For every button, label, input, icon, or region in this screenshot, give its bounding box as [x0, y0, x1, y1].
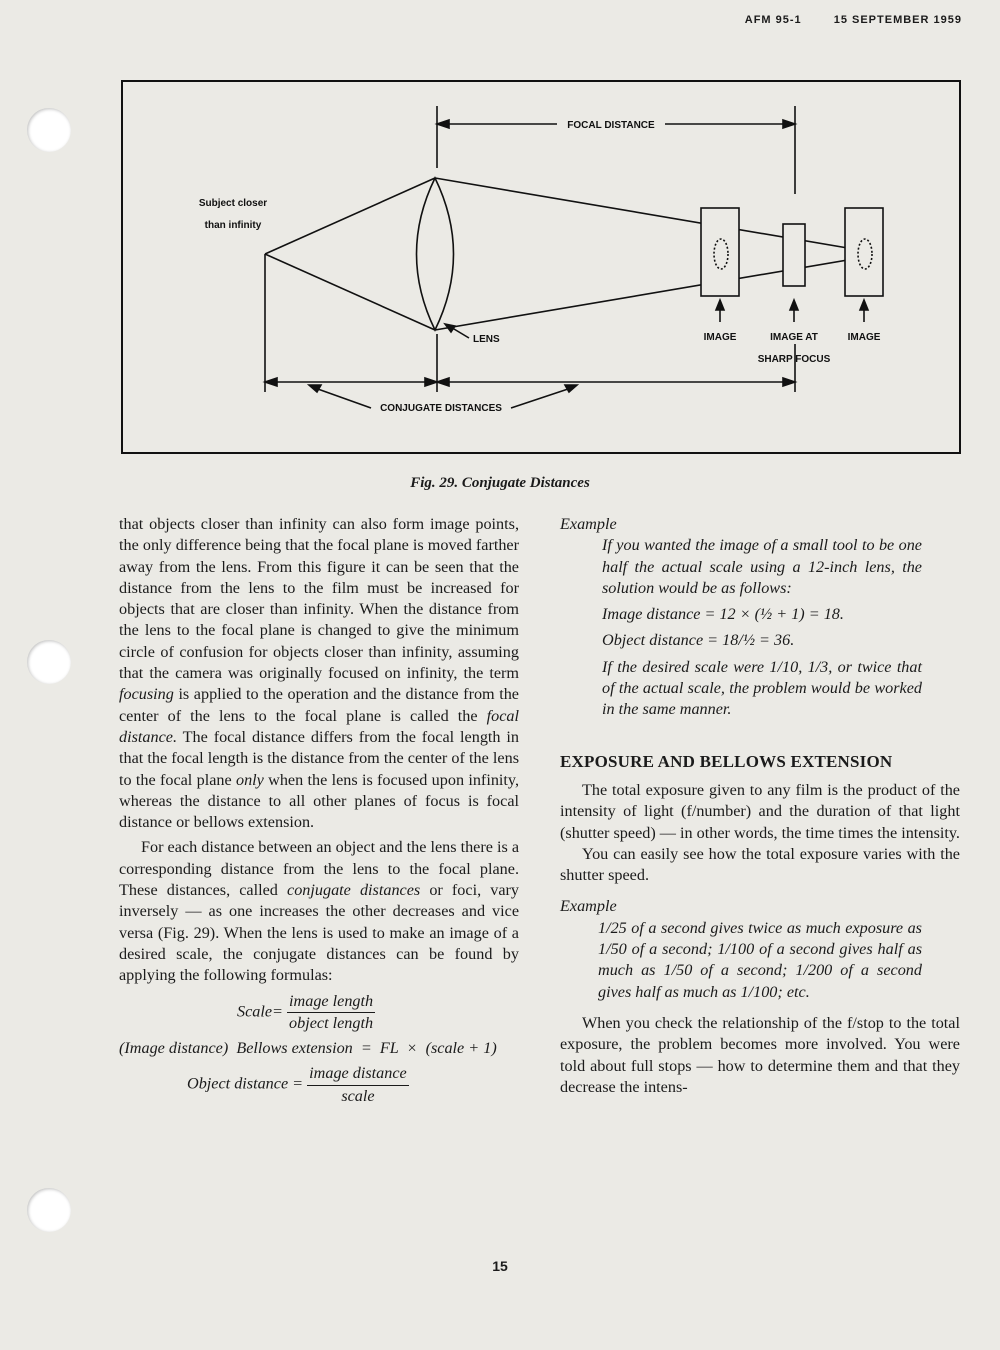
formula-bellows: (Image distance) Bellows extension = FL × (scale + 1)	[119, 1039, 497, 1058]
paragraph: For each distance between an object and the lens there is a corresponding distance from the lens to the focal plane. These distances, called conjugate distances or foci, vary inversely — as one increases the other decreases and vice versa (Fig. 29). When the lens is used to make an image of a desired scale, the conjugate distances can be found by applying the following formulas:	[119, 838, 520, 985]
example-text: Object distance = 18/½ = 36.	[602, 631, 795, 650]
label-subject-line2: than infinity	[204, 220, 262, 231]
example-text: Image distance = 12 × (½ + 1) = 18.	[602, 605, 844, 624]
ray-upper-in	[265, 178, 435, 254]
page-header	[745, 14, 962, 26]
paragraph: When you check the relationship of the f/stop to the total exposure, the problem becomes more involved. You were told about full stops — how to determine them and that they decrease the intens-	[560, 1013, 960, 1096]
focal-arrow-right	[783, 120, 795, 128]
label-lens: LENS	[473, 334, 500, 345]
page-number: 15	[492, 1258, 508, 1274]
formula-object-distance: Object distance = $\frac{\text{image distance}}{\text{scale}}$	[187, 1064, 407, 1105]
paragraph: You can easily see how the total exposure varies with the shutter speed.	[560, 844, 960, 885]
label-focal-distance: FOCAL DISTANCE	[567, 120, 655, 131]
ray-lower-out	[435, 254, 883, 330]
label-sharp-focus: SHARP FOCUS	[757, 354, 831, 365]
formula-scale: Scale= $\frac{\text{image length}}{\text{object length}}$	[237, 991, 374, 1032]
optics-diagram	[123, 82, 959, 452]
example-block-2	[598, 918, 922, 1003]
binder-hole-middle	[27, 640, 71, 684]
right-column	[560, 514, 960, 1098]
doc-id: AFM 95-1	[744, 14, 802, 26]
image-plane-sharp	[783, 224, 805, 286]
lens-shape	[417, 178, 454, 330]
example-label: Example	[560, 515, 617, 533]
binder-hole-bottom	[27, 1188, 71, 1232]
image-plane-right	[845, 208, 883, 296]
image-plane-left	[701, 208, 739, 296]
example-text: If you wanted the image of a small tool to be one half the actual scale using a 12-inch lens, the solution would be as follows:	[602, 536, 922, 597]
paragraph: The total exposure given to any film is the product of the intensity of light (f/number) and the duration of that light (shutter speed) — in other words, the time times the intensity.	[560, 780, 960, 842]
label-conjugate-distances: CONJUGATE DISTANCES	[380, 403, 502, 414]
label-image-left: IMAGE	[703, 332, 737, 343]
label-subject-line1: Subject closer	[198, 198, 268, 209]
paragraph: that objects closer than infinity can also form image points, the only difference being that the focal plane is moved farther away from the lens. From this figure it can be seen that the distance from the lens to the film must be increased for objects that are closer than infinity. When the distance from the lens to the focal plane is changed to give the minimum circle of confusion for objects closer than infinity, assuming that the camera was originally focused on infinity, the term focusing is applied to the operation and the distance from the center of the lens to the focal plane is called the focal distance. The focal distance differs from the focal length in that the focal length is the distance from the center of the lens to the focal plane only when the lens is focused upon infinity, whereas the distance to all other planes of focus is focal distance or bellows extension.	[119, 515, 520, 832]
ray-lower-in	[265, 254, 435, 330]
section-heading: EXPOSURE AND BELLOWS EXTENSION	[560, 751, 893, 771]
doc-date: 15 SEPTEMBER 1959	[833, 14, 962, 26]
label-image-right: IMAGE	[847, 332, 881, 343]
example-block-1	[602, 535, 922, 720]
binder-hole-top	[27, 108, 71, 152]
example-label: Example	[560, 897, 617, 916]
focal-arrow-left	[437, 120, 449, 128]
figure-conjugate-distances	[121, 80, 961, 454]
figure-caption: Fig. 29. Conjugate Distances	[410, 475, 590, 491]
ray-upper-out	[435, 178, 883, 254]
example-text: If the desired scale were 1/10, 1/3, or twice that of the actual scale, the problem would be worked in the same manner.	[602, 657, 922, 719]
example-text: 1/25 of a second gives twice as much exposure as 1/50 of a second; 1/100 of a second gives half as much as 1/50 of a second; 1/200 of a second gives half as much as 1/100; etc.	[598, 918, 922, 1001]
label-image-at: IMAGE AT	[770, 332, 818, 343]
left-column	[119, 514, 519, 1111]
